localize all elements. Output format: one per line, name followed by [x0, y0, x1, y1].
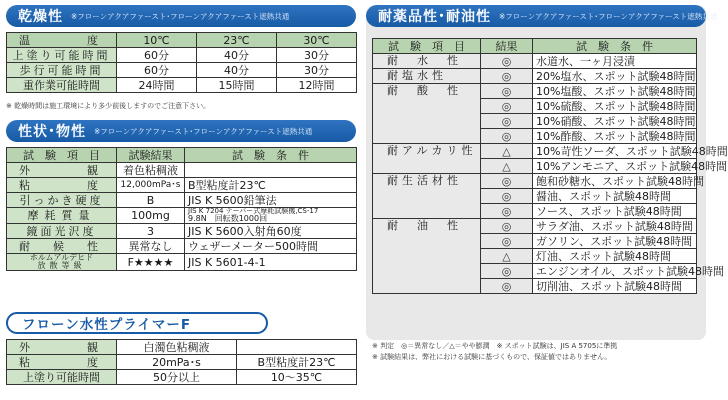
chem-header-result: 結果	[481, 39, 533, 54]
primer-label: 粘 度	[7, 355, 117, 370]
props-header-cond: 試 験 条 件	[185, 148, 357, 163]
props-header-result: 試験結果	[117, 148, 185, 163]
table-row	[373, 144, 697, 159]
dry-table	[6, 32, 357, 93]
dry-value: 30分	[277, 48, 357, 63]
chem-category: 耐 油 性	[373, 219, 481, 294]
props-item: 鏡面光沢度	[7, 224, 117, 239]
props-result: B	[117, 193, 185, 208]
dry-header-10c: 10℃	[117, 33, 197, 48]
dry-value: 12時間	[277, 78, 357, 93]
props-item-line: ホルムアルデヒド	[29, 253, 94, 262]
chem-condition: 10%苛性ソーダ、スポット試験48時間	[533, 144, 697, 159]
primer-section-header	[6, 312, 268, 334]
primer-title: フローン水性プライマーF	[22, 317, 192, 333]
chem-condition: 10%塩酸、スポット試験48時間	[533, 84, 697, 99]
props-result: 着色粘稠液	[117, 163, 185, 178]
props-item	[7, 254, 117, 271]
chem-table	[372, 38, 728, 294]
chem-result: ◎	[481, 219, 533, 234]
chem-note-2: ※ 試験結果は、弊社における試験に基づくもので、保証値ではありません。	[372, 353, 612, 361]
dry-label: 歩行可能時間	[7, 63, 117, 78]
chem-condition: 10%硫酸、スポット試験48時間	[533, 99, 697, 114]
table-row	[7, 239, 357, 254]
table-row	[7, 355, 357, 370]
table-row	[7, 193, 357, 208]
props-item-line: 放散等級	[37, 261, 86, 270]
chem-condition: エンジンオイル、スポット試験48時間	[533, 264, 697, 279]
dry-value: 30分	[277, 63, 357, 78]
chem-condition: 20%塩水、スポット試験48時間	[533, 69, 697, 84]
chem-result: ◎	[481, 234, 533, 249]
table-row	[7, 163, 357, 178]
props-subtitle: ※フローンアクアファースト･フローンアクアファースト遮熱共通	[94, 126, 313, 136]
chem-result: ◎	[481, 204, 533, 219]
primer-cond: 10～35℃	[237, 370, 357, 385]
chem-note-1: ※ 判定 ◎＝異常なし／△＝やや膨潤 ※ スポット試験は、JIS A 5705に準拠	[372, 342, 618, 350]
props-header-item: 試 験 項 目	[7, 148, 117, 163]
primer-label: 上塗り可能時間	[7, 370, 117, 385]
dry-value: 24時間	[117, 78, 197, 93]
table-row	[373, 84, 697, 99]
table-row	[373, 69, 697, 84]
props-result: 異常なし	[117, 239, 185, 254]
chem-condition: 10%酢酸、スポット試験48時間	[533, 129, 697, 144]
chem-section-header	[366, 5, 718, 27]
props-result: 3	[117, 224, 185, 239]
chem-condition: サラダ油、スポット試験48時間	[533, 219, 697, 234]
chem-result: ◎	[481, 264, 533, 279]
table-row	[7, 340, 357, 355]
chem-condition: 水道水、一ヶ月浸漬	[533, 54, 697, 69]
chem-condition: ガソリン、スポット試験48時間	[533, 234, 697, 249]
primer-value: 白濁色粘稠液	[117, 340, 237, 355]
props-title: 性状･物性	[18, 124, 86, 140]
chem-header-cond: 試 験 条 件	[533, 39, 697, 54]
chem-category: 耐 水 性	[373, 54, 481, 69]
props-cond-line: 9.8N 回転数1000回	[188, 214, 268, 223]
table-row	[7, 370, 357, 385]
props-item: 外 観	[7, 163, 117, 178]
dry-note: ※ 乾燥時間は施工環境により多少前後しますのでご注意下さい。	[6, 102, 211, 110]
props-section-header	[6, 120, 356, 142]
dry-value: 60分	[117, 63, 197, 78]
chem-condition: ソース、スポット試験48時間	[533, 204, 697, 219]
table-row	[7, 254, 357, 271]
dry-header-row	[7, 33, 357, 48]
chem-result: △	[481, 249, 533, 264]
table-row	[373, 219, 697, 234]
table-row	[7, 224, 357, 239]
props-cond: ウェザーメーター500時間	[185, 239, 357, 254]
chem-category: 耐アルカリ性	[373, 144, 481, 174]
dry-section-header	[6, 5, 356, 27]
chem-category: 耐生活材性	[373, 174, 481, 219]
props-result: 12,000mPa･s	[117, 178, 185, 193]
chem-result: ◎	[481, 279, 533, 294]
chem-category: 耐 酸 性	[373, 84, 481, 144]
chem-result: ◎	[481, 69, 533, 84]
table-row	[7, 63, 357, 78]
table-row	[7, 178, 357, 193]
dry-header-23c: 23℃	[197, 33, 277, 48]
chem-category: 耐塩水性	[373, 69, 481, 84]
chem-result: ◎	[481, 129, 533, 144]
dry-value: 15時間	[197, 78, 277, 93]
chem-condition: 10%アンモニア、スポット試験48時間	[533, 159, 697, 174]
table-row	[7, 208, 357, 224]
props-cond: JIS K 5601-4-1	[185, 254, 357, 271]
chem-header-row	[373, 39, 697, 54]
chem-condition: 醤油、スポット試験48時間	[533, 189, 697, 204]
props-item: 耐 候 性	[7, 239, 117, 254]
primer-cond: B型粘度計23℃	[237, 355, 357, 370]
table-row	[7, 78, 357, 93]
table-row	[373, 54, 697, 69]
props-cond: B型粘度計23℃	[185, 178, 357, 193]
primer-value: 20mPa･s	[117, 355, 237, 370]
primer-label: 外 観	[7, 340, 117, 355]
props-result: 100mg	[117, 208, 185, 224]
props-cond: JIS K 5600入射角60度	[185, 224, 357, 239]
chem-result: ◎	[481, 189, 533, 204]
props-table	[6, 147, 357, 271]
chem-result: ◎	[481, 54, 533, 69]
dry-subtitle: ※フローンアクアファースト･フローンアクアファースト遮熱共通	[71, 11, 290, 21]
primer-cond	[237, 340, 357, 355]
dry-value: 40分	[197, 48, 277, 63]
props-cond	[185, 163, 357, 178]
chem-result: ◎	[481, 174, 533, 189]
props-cond	[185, 208, 357, 224]
props-item: 摩耗質量	[7, 208, 117, 224]
props-cond-line: JIS K 7204 テーバー式摩耗試験機,CS-17	[188, 207, 319, 215]
chem-header-item: 試 験 項 目	[373, 39, 481, 54]
primer-table	[6, 339, 357, 385]
primer-value: 50分以上	[117, 370, 237, 385]
dry-label: 上塗り可能時間	[7, 48, 117, 63]
dry-title: 乾燥性	[18, 9, 63, 25]
props-item: 粘 度	[7, 178, 117, 193]
dry-header-30c: 30℃	[277, 33, 357, 48]
table-row	[7, 48, 357, 63]
chem-title: 耐薬品性･耐油性	[378, 9, 491, 25]
chem-result: ◎	[481, 84, 533, 99]
chem-condition: 灯油、スポット試験48時間	[533, 249, 697, 264]
props-item: 引っかき硬度	[7, 193, 117, 208]
props-result: F★★★★	[117, 254, 185, 271]
table-row	[373, 174, 697, 189]
chem-result: ◎	[481, 114, 533, 129]
dry-header-temp: 温 度	[7, 33, 117, 48]
chem-condition: 10%硝酸、スポット試験48時間	[533, 114, 697, 129]
chem-result: ◎	[481, 99, 533, 114]
props-cond: JIS K 5600鉛筆法	[185, 193, 357, 208]
dry-value: 60分	[117, 48, 197, 63]
dry-value: 40分	[197, 63, 277, 78]
chem-condition: 切削油、スポット試験48時間	[533, 279, 697, 294]
chem-condition: 飽和砂糖水、スポット試験48時間	[533, 174, 697, 189]
chem-result: △	[481, 159, 533, 174]
chem-result: △	[481, 144, 533, 159]
chem-subtitle: ※フローンアクアファースト･フローンアクアファースト遮熱共通	[499, 11, 718, 21]
props-header-row	[7, 148, 357, 163]
dry-label: 重作業可能時間	[7, 78, 117, 93]
